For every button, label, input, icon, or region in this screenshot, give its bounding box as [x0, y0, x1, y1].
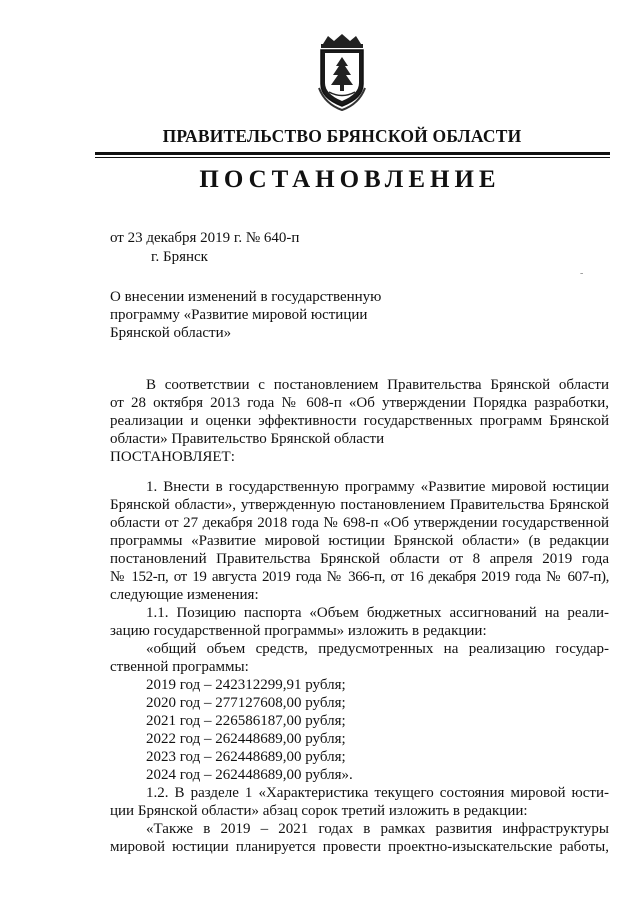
budget-year-line: 2024 год – 262448689,00 рубля». [146, 767, 353, 783]
budget-year-line: 2022 год – 262448689,00 рубля; [146, 731, 346, 747]
item1-line: следующие изменения: [110, 587, 259, 603]
item1-line: программы «Развитие мировой юстиции Брянской области» (в редакции [110, 533, 609, 549]
organization-name: ПРАВИТЕЛЬСТВО БРЯНСКОЙ ОБЛАСТИ [162, 126, 522, 146]
document-type-title: ПОСТАНОВЛЕНИЕ [199, 166, 501, 193]
subject-line: Брянской области» [110, 325, 232, 341]
coat-of-arms-emblem [315, 32, 369, 114]
header-rule-thin [95, 157, 610, 158]
item1-line: Брянской области», утвержденную постановлением Правительства Брянской [110, 497, 609, 513]
preamble-line: от 28 октября 2013 года № 608-п «Об утверждении Порядка разработки, [110, 395, 609, 411]
item1-1-line: 1.1. Позицию паспорта «Объем бюджетных ассигнований на реали- [146, 605, 609, 621]
item1-2-line: мировой юстиции планируется провести проектно-изыскательские работы, [110, 839, 609, 855]
item1-2-line: 1.2. В разделе 1 «Характеристика текущего состояния мировой юсти- [146, 785, 609, 801]
preamble-line: В соответствии с постановлением Правительства Брянской области [146, 377, 609, 393]
margin-mark: - [580, 268, 584, 279]
subject-line: программу «Развитие мировой юстиции [110, 307, 368, 323]
header-rule-thick [95, 152, 610, 155]
preamble-line: реализации и оценки эффективности государственных программ Брянской [110, 413, 609, 429]
item1-1-line: зацию государственной программы» изложить в редакции: [110, 623, 487, 639]
item1-2-line: «Также в 2019 – 2021 годах в рамках развития инфраструктуры [146, 821, 609, 837]
date-number-line: от 23 декабря 2019 г. № 640-п [110, 230, 300, 246]
budget-year-line: 2023 год – 262448689,00 рубля; [146, 749, 346, 765]
item1-1-line: «общий объем средств, предусмотренных на реализацию государ- [146, 641, 609, 657]
item1-line: № 152-п, от 19 августа 2019 года № 366-п, от 16 декабря 2019 года № 607-п), [110, 569, 609, 585]
decree-word: ПОСТАНОВЛЯЕТ: [110, 449, 235, 465]
budget-year-line: 2020 год – 277127608,00 рубля; [146, 695, 346, 711]
item1-2-line: ции Брянской области» абзац сорок третий изложить в редакции: [110, 803, 528, 819]
subject-line: О внесении изменений в государственную [110, 289, 382, 305]
city-line: г. Брянск [151, 249, 208, 265]
budget-year-line: 2021 год – 226586187,00 рубля; [146, 713, 346, 729]
item1-line: области от 27 декабря 2018 года № 698-п «Об утверждении государственной [110, 515, 609, 531]
preamble-line: области» Правительство Брянской области [110, 431, 385, 447]
item1-line: постановлений Правительства Брянской области от 8 апреля 2019 года [110, 551, 609, 567]
item1-1-line: ственной программы: [110, 659, 249, 675]
budget-year-line: 2019 год – 242312299,91 рубля; [146, 677, 346, 693]
item1-line: 1. Внести в государственную программу «Развитие мировой юстиции [146, 479, 609, 495]
